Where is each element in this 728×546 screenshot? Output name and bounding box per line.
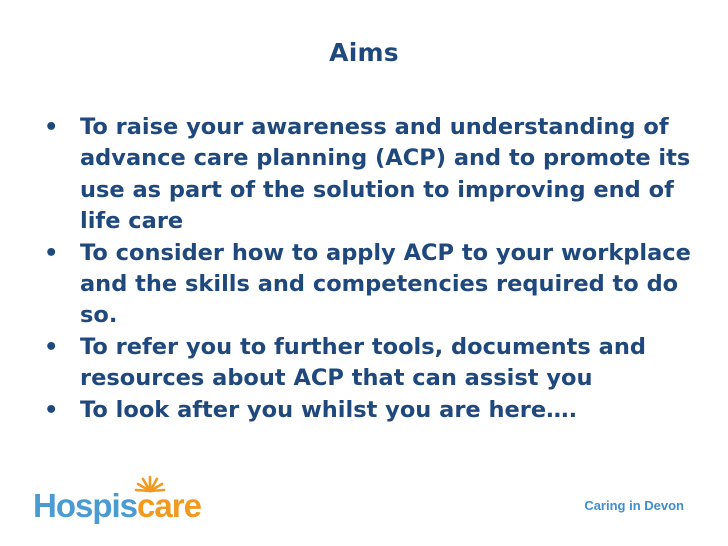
logo-text-hospis: Hospis [33,487,138,524]
footer-tagline: Caring in Devon [584,498,684,513]
bullet-marker: • [44,239,59,266]
logo-text-care: care [137,487,201,524]
bullet-text: To raise your awareness and understanding of advance care planning (ACP) and to promote its use as part of the solution to improving end of life care [80,114,691,235]
bullet-text: To look after you whilst you are here…. [80,396,578,423]
bullet-item [44,112,694,238]
logo-text [33,488,201,524]
bullet-marker: • [44,333,59,360]
bullet-item [44,238,694,332]
bullet-marker: • [44,114,59,140]
bullet-item [44,332,694,395]
bullet-marker: • [44,396,59,423]
bullet-text: To refer you to further tools, documents and resources about ACP that can assist you [80,333,646,392]
bullet-item [44,395,694,426]
slide-title: Aims [329,38,399,67]
hospiscare-logo [33,474,201,528]
bullet-text: To consider how to apply ACP to your workplace and the skills and competencies required to do so. [80,239,691,329]
bullet-list [44,112,694,426]
